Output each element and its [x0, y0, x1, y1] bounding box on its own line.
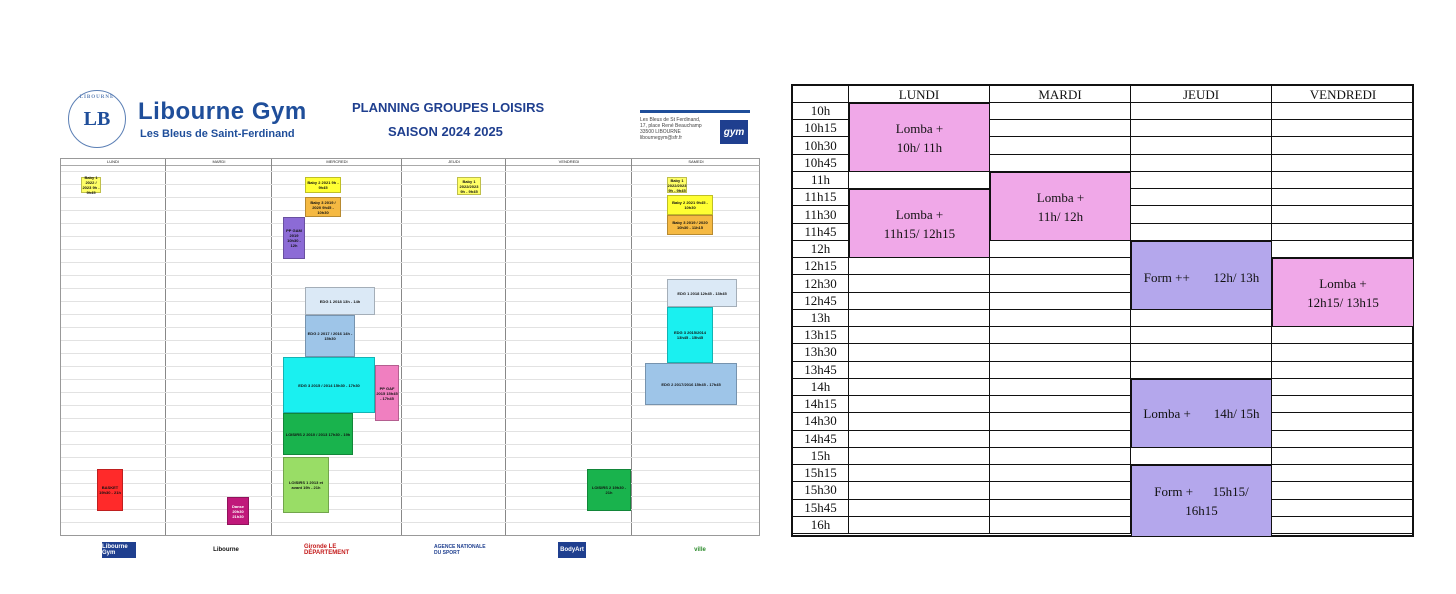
grid-row-line	[61, 197, 759, 198]
grid-day-label: VENDREDI	[506, 159, 632, 166]
sponsor-ans: AGENCE NATIONALE DU SPORT	[434, 544, 486, 556]
time-label: 13h30	[793, 344, 849, 361]
schedule-cell	[990, 137, 1131, 154]
grid-row-line	[61, 353, 759, 354]
schedule-cell	[1131, 189, 1272, 206]
schedule-cell	[849, 396, 990, 413]
grid-row-line	[61, 522, 759, 523]
grid-row-line	[61, 470, 759, 471]
block-samedi-edg-1: EDG 1 2018 12h45 - 13h45	[667, 279, 737, 307]
grid-row-line	[61, 405, 759, 406]
schedule-cell	[1272, 137, 1414, 154]
time-label: 16h	[793, 517, 849, 534]
time-label: 14h45	[793, 431, 849, 448]
block-samedi-baby-3: Baby 3 2019 / 2020 10h30 - 11h15	[667, 215, 713, 235]
time-label: 12h30	[793, 275, 849, 292]
club-address: Les Bleus de St Ferdinand, 17, place René Beauchamp 33500 LIBOURNE libournegym@sfr.fr	[640, 117, 702, 141]
grid-row-line	[61, 236, 759, 237]
block-baby-3: Baby 3 2019 / 2020 9h45 - 10h30	[305, 197, 341, 217]
schedule-cell	[990, 500, 1131, 517]
grid-day-label: SAMEDI	[632, 159, 760, 166]
grid-day-label: LUNDI	[61, 159, 165, 166]
event-time-end: 16h15	[1185, 503, 1218, 518]
grid-day-jeudi	[401, 159, 506, 535]
grid-row-line	[61, 327, 759, 328]
grid-row-line	[61, 301, 759, 302]
grid-row-line	[61, 483, 759, 484]
schedule-cell	[849, 327, 990, 344]
block-samedi-edg-3: EDG 3 2015/2014 13h45 - 15h45	[667, 307, 713, 363]
planning-poster	[58, 84, 760, 564]
schedule-cell	[990, 258, 1131, 275]
block-samedi-baby-2: Baby 2 2021 9h45 - 10h30	[667, 195, 713, 215]
event-time: 12h15/ 13h15	[1307, 294, 1379, 310]
grid-row-line	[61, 340, 759, 341]
schedule-cell	[1272, 224, 1414, 241]
grid-row-line	[61, 184, 759, 185]
event-title: Lomba +	[1036, 189, 1085, 205]
schedule-cell	[1272, 103, 1414, 120]
schedule-cell	[1131, 103, 1272, 120]
sponsor-libourne-gym: Libourne Gym	[102, 542, 136, 558]
schedule-cell	[849, 431, 990, 448]
time-label: 11h15	[793, 189, 849, 206]
logo-monogram: LB	[83, 107, 111, 130]
schedule-cell	[849, 344, 990, 361]
event-lundi-lomba-10h	[849, 103, 990, 172]
block-samedi-edg-2: EDG 2 2017/2016 15h45 - 17h45	[645, 363, 737, 405]
schedule-cell	[1131, 310, 1272, 327]
time-label: 11h30	[793, 206, 849, 223]
season-title: SAISON 2024 2025	[388, 124, 503, 139]
schedule-cell	[1131, 206, 1272, 223]
schedule-cell	[1272, 379, 1414, 396]
header-corner	[793, 86, 849, 103]
schedule-cell	[1131, 362, 1272, 379]
event-title: Form +	[1154, 484, 1194, 499]
grid-row-line	[61, 509, 759, 510]
grid-row-line	[61, 249, 759, 250]
time-label: 11h	[793, 172, 849, 189]
block-samedi-baby-1: Baby 1 2022/2023 9h - 9h45	[667, 177, 687, 193]
schedule-cell	[990, 275, 1131, 292]
event-title: Form ++	[1143, 270, 1190, 285]
block-loisirs-1: LOISIRS 1 2013 et avant 19h - 21h	[283, 457, 329, 513]
event-time: 15h15/	[1212, 484, 1249, 499]
block-vendredi-loisirs-2: LOISIRS 2 19h30 - 21h	[587, 469, 631, 511]
logo-ring-text: LIBOURNE	[79, 95, 115, 100]
schedule-cell	[1272, 500, 1414, 517]
schedule-cell	[990, 413, 1131, 430]
time-label: 10h30	[793, 137, 849, 154]
block-edg-2: EDG 2 2017 / 2016 14h - 15h30	[305, 315, 355, 357]
time-label: 14h30	[793, 413, 849, 430]
schedule-cell	[849, 172, 990, 189]
schedule-cell	[1272, 155, 1414, 172]
grid-row-line	[61, 314, 759, 315]
time-label: 10h45	[793, 155, 849, 172]
block-jeudi-baby-1: Baby 1 2022/2023 9h - 9h45	[457, 177, 481, 195]
schedule-cell	[990, 431, 1131, 448]
brand-title: Libourne Gym	[138, 98, 307, 125]
header-jeudi: JEUDI	[1131, 86, 1272, 103]
schedule-cell	[849, 258, 990, 275]
schedule-cell	[849, 413, 990, 430]
block-edg-1: EDG 1 2018 13h - 14h	[305, 287, 375, 315]
grid-day-label: MARDI	[166, 159, 272, 166]
header-lundi: LUNDI	[849, 86, 990, 103]
time-label: 15h15	[793, 465, 849, 482]
schedule-cell	[990, 396, 1131, 413]
grid-row-line	[61, 223, 759, 224]
schedule-cell	[990, 241, 1131, 258]
grid-row-line	[61, 275, 759, 276]
time-label: 14h	[793, 379, 849, 396]
schedule-cell	[1272, 344, 1414, 361]
schedule-cell	[990, 517, 1131, 534]
event-jeudi-form-12h	[1131, 241, 1272, 310]
schedule-cell	[1131, 344, 1272, 361]
schedule-cell	[990, 310, 1131, 327]
event-time: 11h/ 12h	[1037, 208, 1084, 224]
time-label: 15h45	[793, 500, 849, 517]
schedule-cell	[990, 120, 1131, 137]
time-label: 14h15	[793, 396, 849, 413]
time-label: 10h	[793, 103, 849, 120]
grid-day-label: JEUDI	[402, 159, 506, 166]
block-pp-gam: PP GAM 2019 10h30 - 12h	[283, 217, 305, 259]
event-title: Lomba +	[1143, 406, 1191, 421]
grid-row-line	[61, 171, 759, 172]
planning-title: PLANNING GROUPES LOISIRS	[352, 100, 545, 115]
sponsor-bodyart: BodyArt	[558, 542, 586, 558]
block-baby-1: Baby 1 2022 / 2023 9h - 9h45	[82, 175, 100, 195]
grid-row-line	[61, 444, 759, 445]
schedule-cell	[849, 310, 990, 327]
time-label: 12h	[793, 241, 849, 258]
block-baby-2: Baby 2 2021 9h - 9h45	[305, 177, 341, 193]
schedule-cell	[1272, 241, 1414, 258]
grid-row-line	[61, 418, 759, 419]
event-jeudi-form-15h15	[1131, 465, 1272, 537]
schedule-cell	[1131, 155, 1272, 172]
sponsor-gironde: Gironde LE DÉPARTEMENT	[304, 544, 350, 556]
time-label: 11h45	[793, 224, 849, 241]
schedule-cell	[1272, 482, 1414, 499]
event-time: 11h15/ 12h15	[883, 225, 956, 241]
block-loisirs-2: LOISIRS 2 2010 / 2013 17h30 - 19h	[283, 413, 353, 455]
grid-row-line	[61, 457, 759, 458]
schedule-cell	[1131, 327, 1272, 344]
time-label: 12h45	[793, 293, 849, 310]
header-mardi: MARDI	[990, 86, 1131, 103]
grid-row-line	[61, 496, 759, 497]
schedule-cell	[990, 327, 1131, 344]
schedule-cell	[1272, 120, 1414, 137]
schedule-cell	[849, 275, 990, 292]
schedule-cell	[1272, 362, 1414, 379]
schedule-cell	[849, 482, 990, 499]
club-logo	[68, 90, 126, 148]
address-bar	[640, 110, 750, 113]
schedule-cell	[1272, 172, 1414, 189]
grid-day-mardi	[165, 159, 272, 535]
schedule-cell	[849, 448, 990, 465]
schedule-cell	[1272, 327, 1414, 344]
event-title: Lomba +	[895, 206, 944, 222]
schedule-cell	[1272, 431, 1414, 448]
schedule-cell	[849, 517, 990, 534]
header-vendredi: VENDREDI	[1272, 86, 1414, 103]
schedule-cell	[990, 465, 1131, 482]
event-title: Lomba +	[1319, 275, 1367, 291]
time-label: 12h15	[793, 258, 849, 275]
event-time: 10h/ 11h	[896, 139, 943, 155]
event-mardi-lomba-11h	[990, 172, 1131, 241]
event-vendredi-lomba-12h15	[1272, 258, 1414, 327]
schedule-cell	[990, 103, 1131, 120]
schedule-cell	[849, 500, 990, 517]
schedule-table	[791, 84, 1414, 537]
grid-day-label: MERCREDI	[272, 159, 402, 166]
schedule-cell	[990, 155, 1131, 172]
time-label: 10h15	[793, 120, 849, 137]
schedule-cell	[849, 379, 990, 396]
time-label: 13h15	[793, 327, 849, 344]
schedule-cell	[1131, 172, 1272, 189]
sponsor-libourne: Libourne	[213, 547, 239, 553]
schedule-cell	[849, 362, 990, 379]
grid-row-line	[61, 262, 759, 263]
schedule-cell	[990, 448, 1131, 465]
block-danse: Danse 20h30 21h30	[227, 497, 249, 525]
event-jeudi-lomba-14h	[1131, 379, 1272, 448]
schedule-cell	[1272, 206, 1414, 223]
event-lundi-lomba-11h15	[849, 189, 990, 258]
schedule-cell	[1272, 465, 1414, 482]
schedule-cell	[1272, 189, 1414, 206]
grid-row-line	[61, 210, 759, 211]
schedule-cell	[849, 465, 990, 482]
schedule-cell	[990, 362, 1131, 379]
event-time: 12h/ 13h	[1213, 270, 1260, 285]
event-time: 14h/ 15h	[1213, 406, 1260, 421]
schedule-cell	[1131, 137, 1272, 154]
schedule-cell	[990, 379, 1131, 396]
brand-subtitle: Les Bleus de Saint-Ferdinand	[140, 128, 295, 140]
schedule-cell	[1272, 396, 1414, 413]
schedule-cell	[1272, 448, 1414, 465]
schedule-cell	[990, 293, 1131, 310]
time-label: 15h	[793, 448, 849, 465]
block-basket: BASKET 19h30 - 21h	[97, 469, 123, 511]
gym-mini-logo: gym	[720, 120, 748, 144]
block-edg-3: EDG 3 2015 / 2014 15h30 - 17h30	[283, 357, 375, 413]
sponsor-ville: ville	[694, 547, 706, 553]
schedule-cell	[1131, 448, 1272, 465]
grid-row-line	[61, 431, 759, 432]
grid-row-line	[61, 288, 759, 289]
schedule-cell	[849, 293, 990, 310]
block-pp-gaf: PP GAF 2015 15h45 - 17h45	[375, 365, 399, 421]
schedule-cell	[1131, 120, 1272, 137]
schedule-cell	[990, 482, 1131, 499]
event-title: Lomba +	[895, 120, 944, 136]
schedule-cell	[990, 344, 1131, 361]
time-label: 13h	[793, 310, 849, 327]
schedule-cell	[1131, 224, 1272, 241]
time-label: 15h30	[793, 482, 849, 499]
weekly-grid	[60, 158, 760, 536]
time-label: 13h45	[793, 362, 849, 379]
schedule-cell	[1272, 517, 1414, 534]
schedule-cell	[1272, 413, 1414, 430]
